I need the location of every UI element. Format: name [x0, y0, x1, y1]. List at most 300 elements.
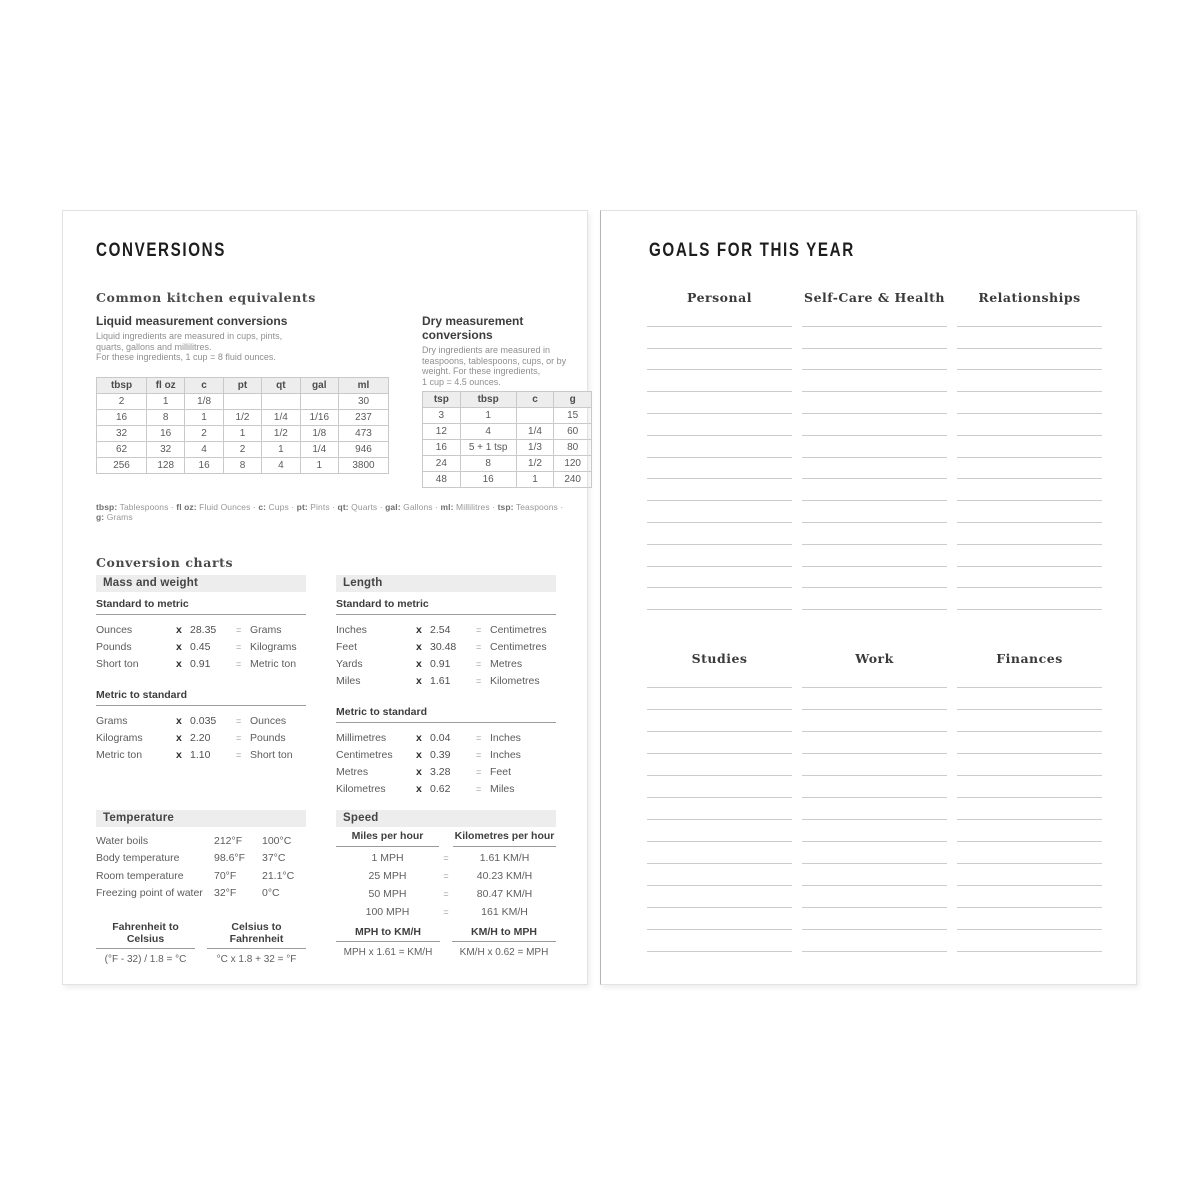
ruled-line [647, 710, 792, 732]
ruled-line [647, 930, 792, 952]
equals-symbol: = [443, 853, 449, 863]
equals-symbol: = [476, 784, 482, 794]
temperature-label: Room temperature [96, 869, 184, 882]
equals-symbol: = [236, 733, 242, 743]
ruled-line [957, 908, 1102, 930]
equals-symbol: = [476, 733, 482, 743]
formula-text: KM/H x 0.62 = MPH [459, 947, 549, 958]
fahrenheit-value: 98.6°F [214, 852, 246, 865]
conversion-charts-heading: Conversion charts [96, 555, 234, 570]
formula-text: (°F - 32) / 1.8 = °C [104, 954, 187, 966]
multiply-symbol: x [416, 749, 422, 761]
unit-from: Grams [96, 715, 128, 727]
speed-row [336, 885, 556, 903]
conversion-group [336, 706, 556, 798]
speed-section [336, 810, 556, 965]
ruled-line [802, 754, 947, 776]
ruled-line [802, 545, 947, 567]
ruled-line [802, 930, 947, 952]
subsection-heading: Standard to metric [96, 598, 306, 615]
table-cell: 1/16 [300, 410, 338, 426]
ruled-line [647, 754, 792, 776]
ruled-line [802, 908, 947, 930]
table-cell: 1 [516, 472, 554, 488]
table-cell: 16 [185, 458, 223, 474]
conversion-factor: 0.45 [190, 641, 211, 653]
multiply-symbol: x [176, 732, 182, 744]
formula-heading: Fahrenheit to Celsius [96, 921, 195, 949]
table-cell: 1/4 [516, 424, 554, 440]
column-header: fl oz [147, 378, 185, 394]
conversion-factor: 28.35 [190, 624, 217, 636]
goals-column-heading: Studies [691, 651, 748, 667]
temperature-formulas [96, 921, 306, 965]
unit-from: Feet [336, 641, 358, 653]
celsius-value: 0°C [262, 886, 280, 899]
ruled-line [957, 842, 1102, 864]
ruled-line [802, 842, 947, 864]
unit-to: Grams [250, 624, 282, 636]
multiply-symbol: x [176, 624, 182, 636]
conversion-row [336, 730, 556, 747]
goals-column-heading: Relationships [978, 290, 1081, 305]
column-header: tbsp [460, 392, 516, 408]
table-cell: 8 [147, 410, 185, 426]
ruled-line [957, 886, 1102, 908]
table-cell: 1/4 [262, 410, 300, 426]
table-cell: 16 [97, 410, 147, 426]
table-cell: 48 [423, 472, 461, 488]
conversion-factor: 0.91 [190, 658, 211, 670]
unit-from: Short ton [96, 658, 139, 670]
ruled-line [957, 458, 1102, 480]
kmh-value: 161 KM/H [481, 906, 528, 918]
ruled-line [647, 501, 792, 523]
ruled-line [802, 588, 947, 610]
equals-symbol: = [476, 750, 482, 760]
ruled-line [802, 305, 947, 327]
kmh-column-header: Kilometres per hour [453, 830, 556, 847]
speed-row [336, 849, 556, 867]
formula-heading: MPH to KM/H [336, 926, 440, 942]
table-row [423, 440, 592, 456]
table-cell: 62 [97, 442, 147, 458]
goals-page [600, 210, 1137, 985]
column-header: c [516, 392, 554, 408]
table-cell: 80 [554, 440, 592, 456]
table-cell: 4 [460, 424, 516, 440]
fahrenheit-value: 70°F [214, 869, 237, 882]
ruled-line [957, 710, 1102, 732]
conversion-row [96, 639, 306, 656]
table-cell: 1/2 [223, 410, 261, 426]
speed-formulas [336, 926, 556, 958]
ruled-line [802, 820, 947, 842]
table-cell: 4 [185, 442, 223, 458]
ruled-line [647, 305, 792, 327]
multiply-symbol: x [416, 675, 422, 687]
equals-symbol: = [476, 659, 482, 669]
conversions-page [62, 210, 588, 985]
ruled-line [647, 886, 792, 908]
table-cell: 32 [97, 426, 147, 442]
table-row [423, 456, 592, 472]
formula-block [207, 921, 306, 965]
ruled-line [957, 479, 1102, 501]
ruled-line [647, 545, 792, 567]
abbreviation: tbsp: [96, 502, 118, 512]
unit-from: Millimetres [336, 732, 387, 744]
goals-column-heading: Finances [996, 651, 1063, 667]
unit-from: Pounds [96, 641, 132, 653]
ruled-line [647, 688, 792, 710]
table-row [97, 426, 389, 442]
table-cell: 24 [423, 456, 461, 472]
table-cell: 60 [554, 424, 592, 440]
unit-from: Kilograms [96, 732, 143, 744]
table-cell: 1 [147, 394, 185, 410]
unit-to: Inches [490, 749, 521, 761]
conversion-factor: 1.10 [190, 749, 211, 761]
table-cell: 120 [554, 456, 592, 472]
equals-symbol: = [236, 642, 242, 652]
unit-to: Ounces [250, 715, 287, 727]
ruled-line [957, 666, 1102, 688]
abbreviation: qt: [337, 502, 349, 512]
conversion-row [336, 639, 556, 656]
column-header: g [554, 392, 592, 408]
temperature-section-title: Temperature [96, 810, 306, 827]
table-cell: 16 [460, 472, 516, 488]
table-cell [262, 394, 300, 410]
formula-heading: Celsius to Fahrenheit [207, 921, 306, 949]
ruled-line [647, 908, 792, 930]
table-row [423, 424, 592, 440]
ruled-line [647, 436, 792, 458]
ruled-line [647, 666, 792, 688]
equals-symbol: = [236, 716, 242, 726]
ruled-line [802, 501, 947, 523]
ruled-line [957, 798, 1102, 820]
goals-column [647, 651, 792, 952]
equals-symbol: = [236, 750, 242, 760]
ruled-line [802, 523, 947, 545]
ruled-line [957, 545, 1102, 567]
conversion-group [96, 598, 306, 673]
unit-to: Kilometres [490, 675, 540, 687]
goals-column-heading: Personal [687, 290, 752, 305]
ruled-line [647, 798, 792, 820]
multiply-symbol: x [416, 658, 422, 670]
ruled-line [957, 392, 1102, 414]
conversion-factor: 2.20 [190, 732, 211, 744]
ruled-line [647, 458, 792, 480]
ruled-line [802, 479, 947, 501]
table-cell: 1/4 [300, 442, 338, 458]
conversion-row [96, 713, 306, 730]
mass-weight-section [96, 575, 306, 810]
unit-from: Ounces [96, 624, 133, 636]
ruled-line [957, 349, 1102, 371]
goals-column-heading: Self-Care & Health [804, 290, 945, 305]
table-cell: 15 [554, 408, 592, 424]
ruled-line [647, 414, 792, 436]
table-header-row [423, 392, 592, 408]
goals-column [957, 651, 1102, 952]
unit-from: Inches [336, 624, 367, 636]
ruled-line [957, 327, 1102, 349]
conversion-row [96, 656, 306, 673]
unit-to: Feet [490, 766, 512, 778]
conversion-row [336, 781, 556, 798]
goals-block-bottom [647, 651, 1102, 952]
column-header: pt [223, 378, 261, 394]
equals-symbol: = [476, 642, 482, 652]
column-header: gal [300, 378, 338, 394]
temperature-section [96, 810, 306, 965]
ruled-line [957, 864, 1102, 886]
ruled-line [647, 327, 792, 349]
equals-symbol: = [443, 889, 449, 899]
table-cell: 3800 [339, 458, 389, 474]
conversion-factor: 3.28 [430, 766, 451, 778]
ruled-line [957, 588, 1102, 610]
ruled-line [957, 436, 1102, 458]
table-row [97, 458, 389, 474]
table-cell: 1/8 [185, 394, 223, 410]
formula-text: MPH x 1.61 = KM/H [343, 947, 433, 958]
abbreviation: fl oz: [176, 502, 197, 512]
subsection-heading: Metric to standard [96, 689, 306, 706]
goals-column-heading: Work [855, 651, 894, 667]
temperature-row [96, 833, 306, 850]
conversion-row [96, 747, 306, 764]
ruled-line [802, 414, 947, 436]
ruled-line [802, 392, 947, 414]
ruled-line [957, 732, 1102, 754]
abbreviation: pt: [296, 502, 308, 512]
table-cell: 8 [223, 458, 261, 474]
table-cell: 1 [262, 442, 300, 458]
column-header: tbsp [97, 378, 147, 394]
abbreviation: c: [258, 502, 267, 512]
temperature-row [96, 868, 306, 885]
ruled-line [802, 327, 947, 349]
unit-to: Centimetres [490, 641, 547, 653]
mph-value: 1 MPH [371, 852, 404, 864]
table-cell: 5 + 1 tsp [460, 440, 516, 456]
liquid-conversions-description: Liquid ingredients are measured in cups, pints, quarts, gallons and millilitres. For these ingredients, 1 cup = 8 fluid ounces. [96, 331, 283, 362]
conversion-factor: 0.035 [190, 715, 217, 727]
conversion-row [336, 622, 556, 639]
formula-text: °C x 1.8 + 32 = °F [216, 954, 297, 966]
speed-row [336, 867, 556, 885]
temperature-label: Water boils [96, 835, 149, 847]
ruled-line [957, 370, 1102, 392]
unit-from: Metres [336, 766, 369, 778]
ruled-line [802, 864, 947, 886]
conversion-factor: 0.91 [430, 658, 451, 670]
table-cell: 128 [147, 458, 185, 474]
table-header-row [97, 378, 389, 394]
equals-symbol: = [236, 659, 242, 669]
unit-to: Short ton [250, 749, 293, 761]
table-cell: 8 [460, 456, 516, 472]
abbreviation: gal: [385, 502, 401, 512]
dry-conversions-heading: Dry measurement conversions [422, 314, 524, 342]
equals-symbol: = [476, 625, 482, 635]
unit-from: Kilometres [336, 783, 386, 795]
ruled-line [957, 414, 1102, 436]
conversion-factor: 0.39 [430, 749, 451, 761]
unit-from: Miles [336, 675, 361, 687]
ruled-line [647, 479, 792, 501]
table-cell: 1 [460, 408, 516, 424]
conversion-factor: 30.48 [430, 641, 457, 653]
table-cell [516, 408, 554, 424]
unit-to: Pounds [250, 732, 286, 744]
ruled-line [802, 567, 947, 589]
mph-column-header: Miles per hour [336, 830, 439, 847]
unit-from: Centimetres [336, 749, 393, 761]
goals-column [647, 290, 792, 610]
temperature-label: Freezing point of water [96, 886, 203, 899]
ruled-line [647, 588, 792, 610]
table-cell: 2 [185, 426, 223, 442]
ruled-line [802, 349, 947, 371]
mph-value: 100 MPH [365, 906, 410, 918]
table-cell: 12 [423, 424, 461, 440]
subsection-heading: Metric to standard [336, 706, 556, 723]
table-row [423, 408, 592, 424]
unit-from: Yards [336, 658, 363, 670]
conversion-charts-grid [96, 575, 587, 965]
speed-row [336, 903, 556, 921]
multiply-symbol: x [416, 766, 422, 778]
celsius-value: 21.1°C [262, 869, 295, 882]
ruled-line [957, 776, 1102, 798]
table-cell: 946 [339, 442, 389, 458]
speed-header-gap [439, 830, 453, 847]
goals-column [957, 290, 1102, 610]
kitchen-tables-row [96, 314, 587, 488]
conversion-group [336, 598, 556, 690]
table-cell: 16 [147, 426, 185, 442]
table-cell: 32 [147, 442, 185, 458]
equals-symbol: = [443, 871, 449, 881]
table-cell: 1/8 [300, 426, 338, 442]
formula-heading: KM/H to MPH [452, 926, 556, 942]
equals-symbol: = [476, 767, 482, 777]
table-row [423, 472, 592, 488]
conversion-row [96, 730, 306, 747]
ruled-line [802, 666, 947, 688]
table-cell: 3 [423, 408, 461, 424]
ruled-line [802, 370, 947, 392]
equals-symbol: = [443, 907, 449, 917]
dry-conversions-description: Dry ingredients are measured in teaspoons, tablespoons, cups, or by weight. For these ingredients, 1 cup = 4.5 ounces. [422, 345, 567, 387]
table-cell: 2 [223, 442, 261, 458]
table-row [97, 394, 389, 410]
unit-to: Kilograms [250, 641, 297, 653]
goals-block-top [647, 290, 1102, 610]
abbreviations-footnote: tbsp: Tablespoons · fl oz: Fluid Ounces · c: Cups · pt: Pints · qt: Quarts · gal: Gallons · ml: Millilitres · tsp: Teaspoons · g: Grams [96, 502, 564, 522]
conversion-factor: 0.04 [430, 732, 451, 744]
speed-rows [336, 849, 556, 921]
kitchen-equivalents-heading: Common kitchen equivalents [96, 290, 316, 305]
conversion-factor: 2.54 [430, 624, 451, 636]
liquid-measurement-table [96, 377, 389, 474]
multiply-symbol: x [416, 624, 422, 636]
table-cell: 1/3 [516, 440, 554, 456]
ruled-line [647, 842, 792, 864]
table-cell: 1/2 [262, 426, 300, 442]
ruled-line [647, 864, 792, 886]
ruled-line [647, 732, 792, 754]
abbreviation: g: [96, 512, 105, 522]
subsection-heading: Standard to metric [336, 598, 556, 615]
multiply-symbol: x [176, 641, 182, 653]
ruled-line [647, 820, 792, 842]
table-cell: 240 [554, 472, 592, 488]
ruled-line [802, 798, 947, 820]
multiply-symbol: x [416, 641, 422, 653]
unit-to: Miles [490, 783, 515, 795]
ruled-line [802, 436, 947, 458]
table-cell: 1/2 [516, 456, 554, 472]
multiply-symbol: x [176, 715, 182, 727]
table-cell: 2 [97, 394, 147, 410]
ruled-line [802, 776, 947, 798]
multiply-symbol: x [416, 732, 422, 744]
ruled-line [647, 567, 792, 589]
conversions-page-title: CONVERSIONS [96, 240, 226, 261]
table-cell: 256 [97, 458, 147, 474]
table-row [97, 442, 389, 458]
conversion-group [96, 689, 306, 764]
temperature-label: Body temperature [96, 852, 180, 865]
temperature-row [96, 850, 306, 867]
ruled-line [957, 567, 1102, 589]
ruled-line [647, 776, 792, 798]
unit-to: Metres [490, 658, 523, 670]
celsius-value: 37°C [262, 852, 286, 865]
fahrenheit-value: 212°F [214, 835, 243, 847]
ruled-line [957, 754, 1102, 776]
multiply-symbol: x [176, 749, 182, 761]
multiply-symbol: x [176, 658, 182, 670]
formula-block [452, 926, 556, 958]
table-cell: 1 [223, 426, 261, 442]
ruled-line [802, 458, 947, 480]
table-cell [223, 394, 261, 410]
formula-block [96, 921, 195, 965]
mass-weight-groups [96, 598, 306, 764]
unit-to: Centimetres [490, 624, 547, 636]
fahrenheit-value: 32°F [214, 886, 237, 899]
ruled-line [957, 523, 1102, 545]
celsius-value: 100°C [262, 835, 292, 847]
goals-page-title: GOALS FOR THIS YEAR [649, 240, 855, 261]
mph-value: 50 MPH [368, 888, 407, 900]
conversion-factor: 1.61 [430, 675, 451, 687]
column-header: c [185, 378, 223, 394]
liquid-conversions-column [96, 314, 389, 488]
ruled-line [957, 930, 1102, 952]
ruled-line [647, 392, 792, 414]
column-header: ml [339, 378, 389, 394]
conversion-row [336, 656, 556, 673]
